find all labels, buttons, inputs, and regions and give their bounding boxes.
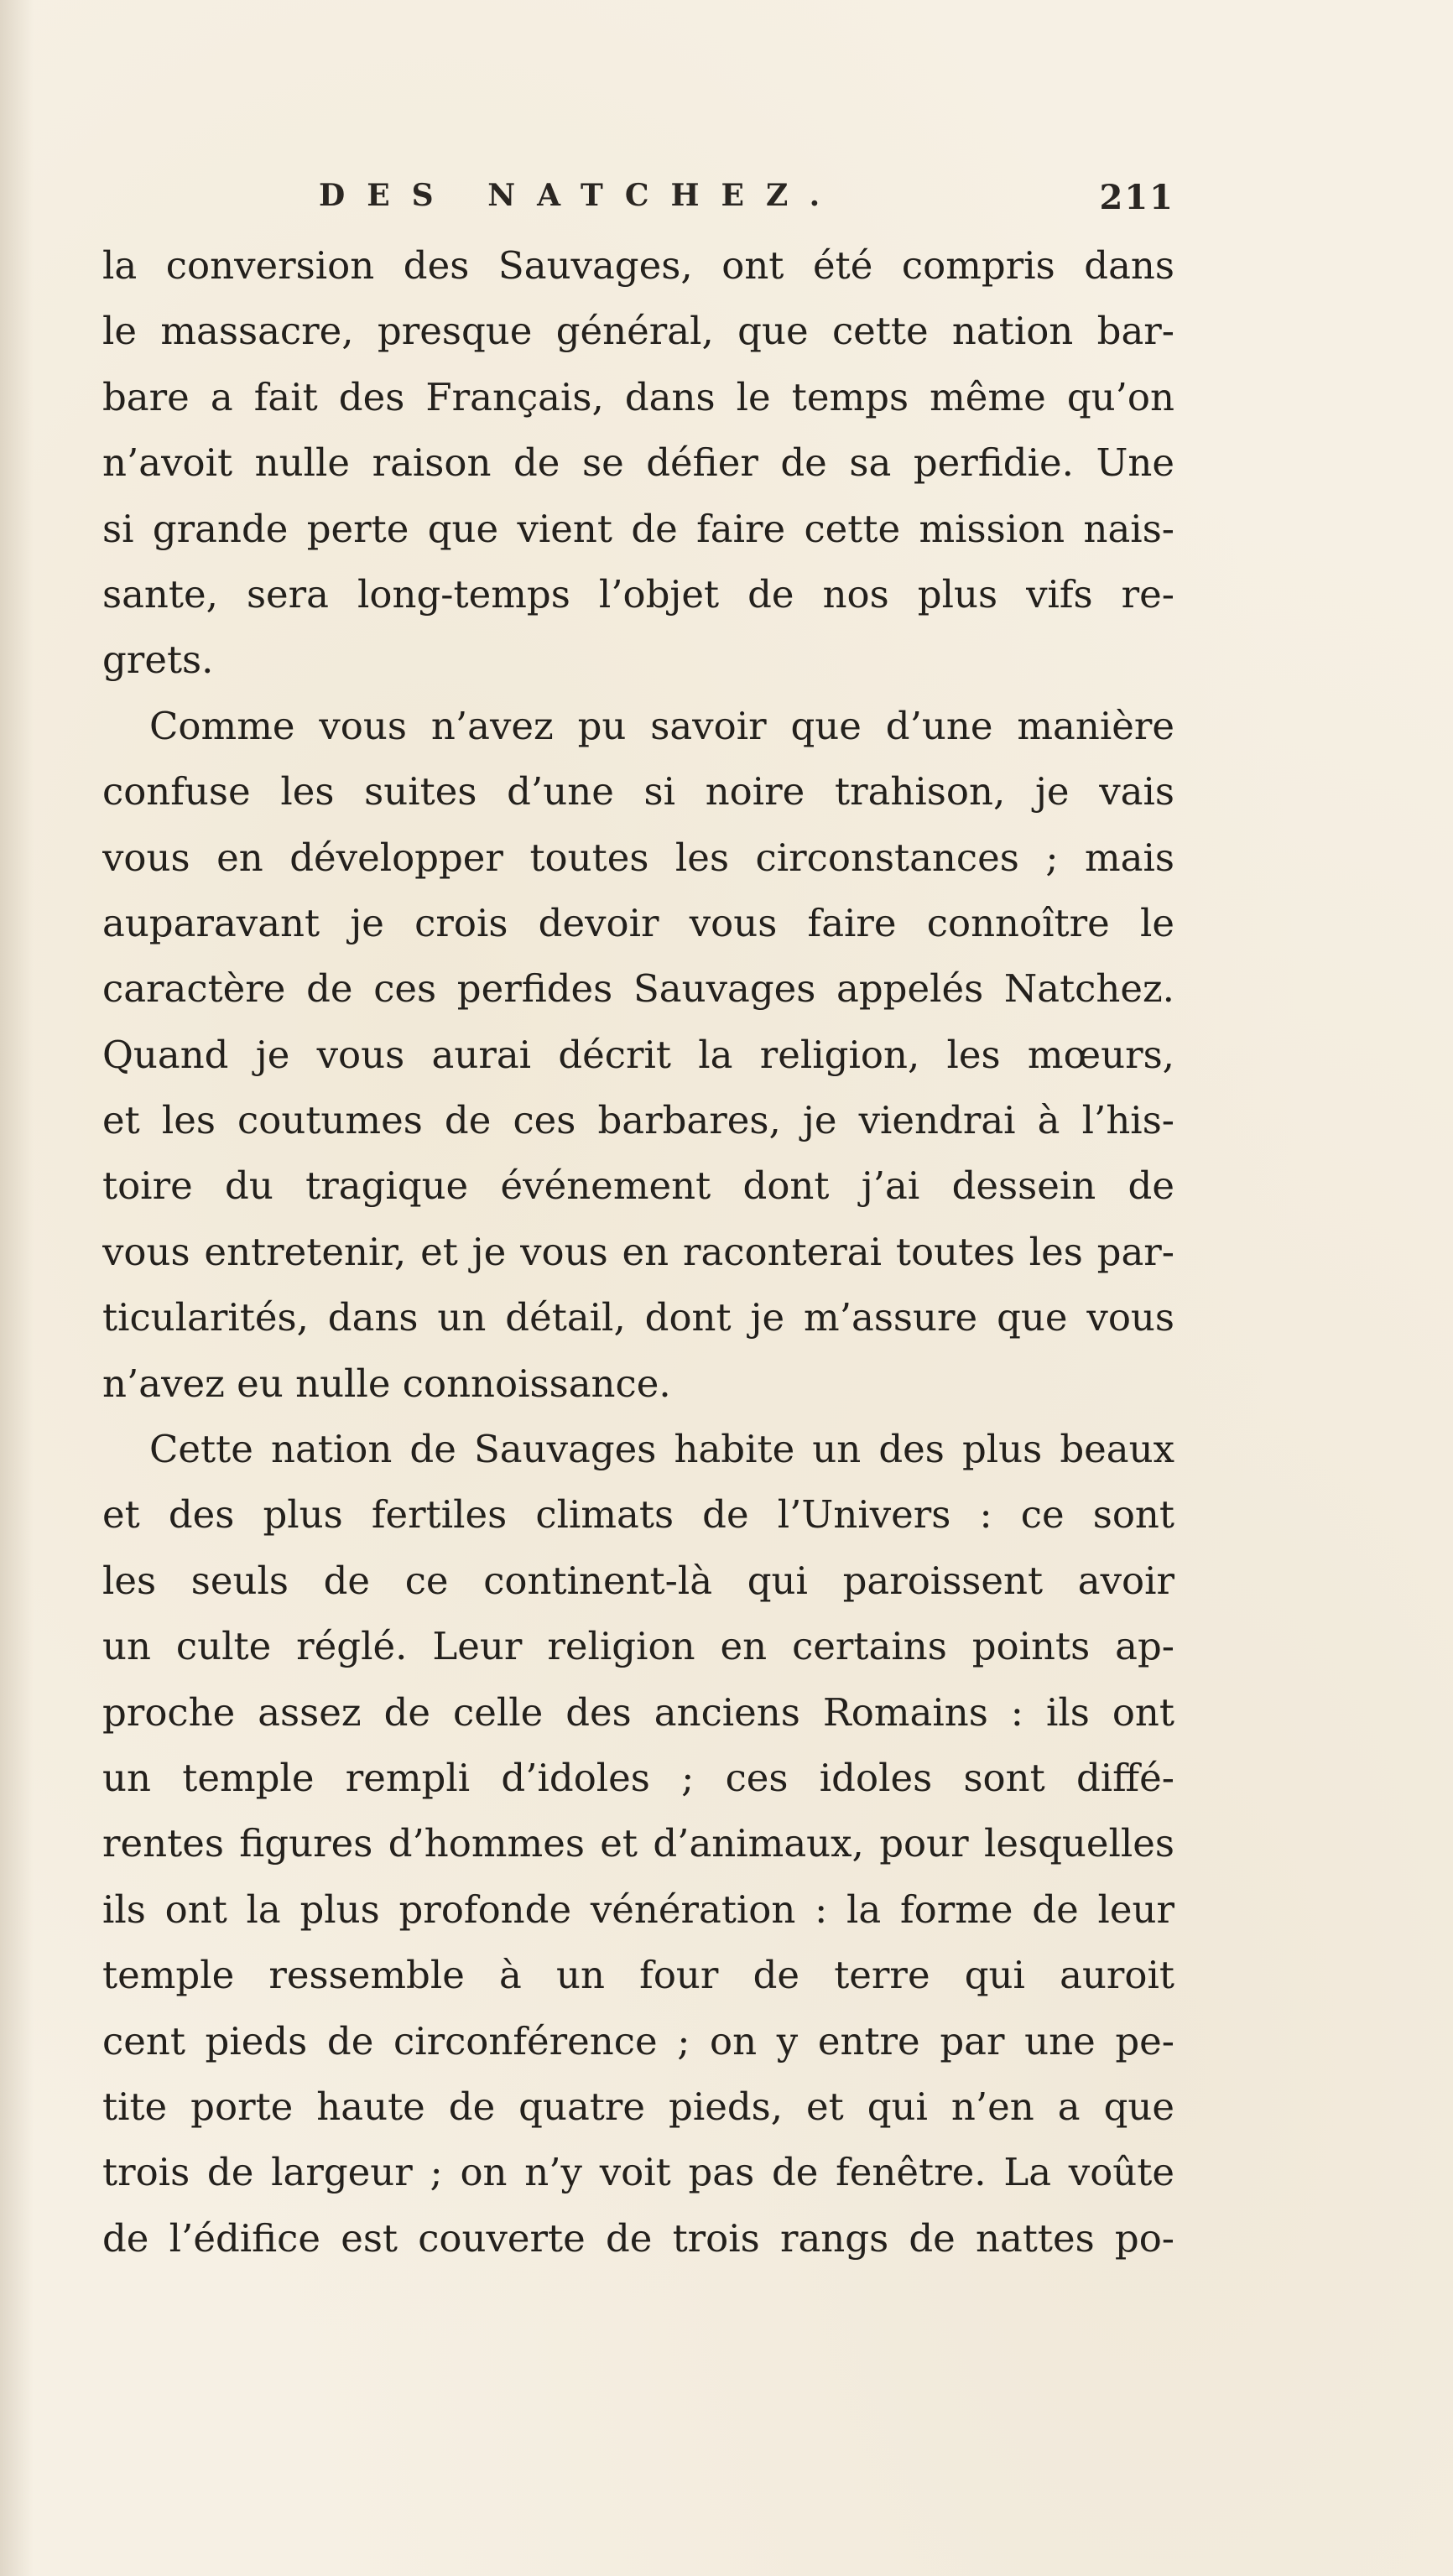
- text-line: rentes figures d’hommes et d’animaux, pour lesquelles: [102, 1821, 1174, 1866]
- text-line: un temple rempli d’idoles ; ces idoles sont diffé-: [102, 1755, 1174, 1800]
- running-title: DES NATCHEZ.: [319, 178, 842, 213]
- text-line: un culte réglé. Leur religion en certains points ap-: [102, 1624, 1174, 1669]
- text-line: la conversion des Sauvages, ont été compris dans: [102, 243, 1174, 288]
- text-line: grets.: [102, 637, 214, 683]
- page-gutter-shadow: [0, 0, 34, 2576]
- text-line: proche assez de celle des anciens Romains : ils ont: [102, 1689, 1174, 1735]
- text-line: bare a fait des Français, dans le temps même qu’on: [102, 374, 1174, 419]
- text-line: Cette nation de Sauvages habite un des plus beaux: [149, 1427, 1174, 1472]
- text-line: Quand je vous aurai décrit la religion, les mœurs,: [102, 1032, 1174, 1077]
- text-line: confuse les suites d’une si noire trahison, je vais: [102, 769, 1174, 814]
- text-line: cent pieds de circonférence ; on y entre par une pe-: [102, 2018, 1174, 2063]
- text-line: caractère de ces perfides Sauvages appelés Natchez.: [102, 966, 1174, 1012]
- text-line: n’avoit nulle raison de se défier de sa perfidie. Une: [102, 440, 1174, 486]
- body-text: [102, 233, 1174, 2272]
- text-line: tite porte haute de quatre pieds, et qui n’en a que: [102, 2084, 1174, 2129]
- text-line: et des plus fertiles climats de l’Univers : ce sont: [102, 1492, 1174, 1538]
- text-line: sante, sera long-temps l’objet de nos plus vifs re-: [102, 571, 1174, 617]
- text-line: ticularités, dans un détail, dont je m’assure que vous: [102, 1295, 1174, 1340]
- text-line: vous entretenir, et je vous en raconterai toutes les par-: [102, 1229, 1174, 1274]
- text-line: vous en développer toutes les circonstances ; mais: [102, 835, 1174, 880]
- text-line: temple ressemble à un four de terre qui auroit: [102, 1953, 1174, 1998]
- text-line: ils ont la plus profonde vénération : la forme de leur: [102, 1886, 1174, 1932]
- text-line: n’avez eu nulle connoissance.: [102, 1361, 671, 1406]
- text-line: les seuls de ce continent-là qui paroissent avoir: [102, 1558, 1174, 1603]
- text-line: si grande perte que vient de faire cette mission nais-: [102, 506, 1174, 551]
- text-line: auparavant je crois devoir vous faire connoître le: [102, 900, 1174, 945]
- text-line: Comme vous n’avez pu savoir que d’une manière: [149, 703, 1174, 748]
- page-number: 211: [1099, 178, 1174, 217]
- text-line: le massacre, presque général, que cette nation bar-: [102, 309, 1174, 354]
- text-line: toire du tragique événement dont j’ai dessein de: [102, 1163, 1174, 1209]
- text-line: et les coutumes de ces barbares, je viendrai à l’his-: [102, 1098, 1174, 1143]
- text-line: trois de largeur ; on n’y voit pas de fenêtre. La voûte: [102, 2150, 1174, 2195]
- running-head: [319, 178, 1174, 228]
- text-line: de l’édifice est couverte de trois rangs de nattes po-: [102, 2215, 1174, 2261]
